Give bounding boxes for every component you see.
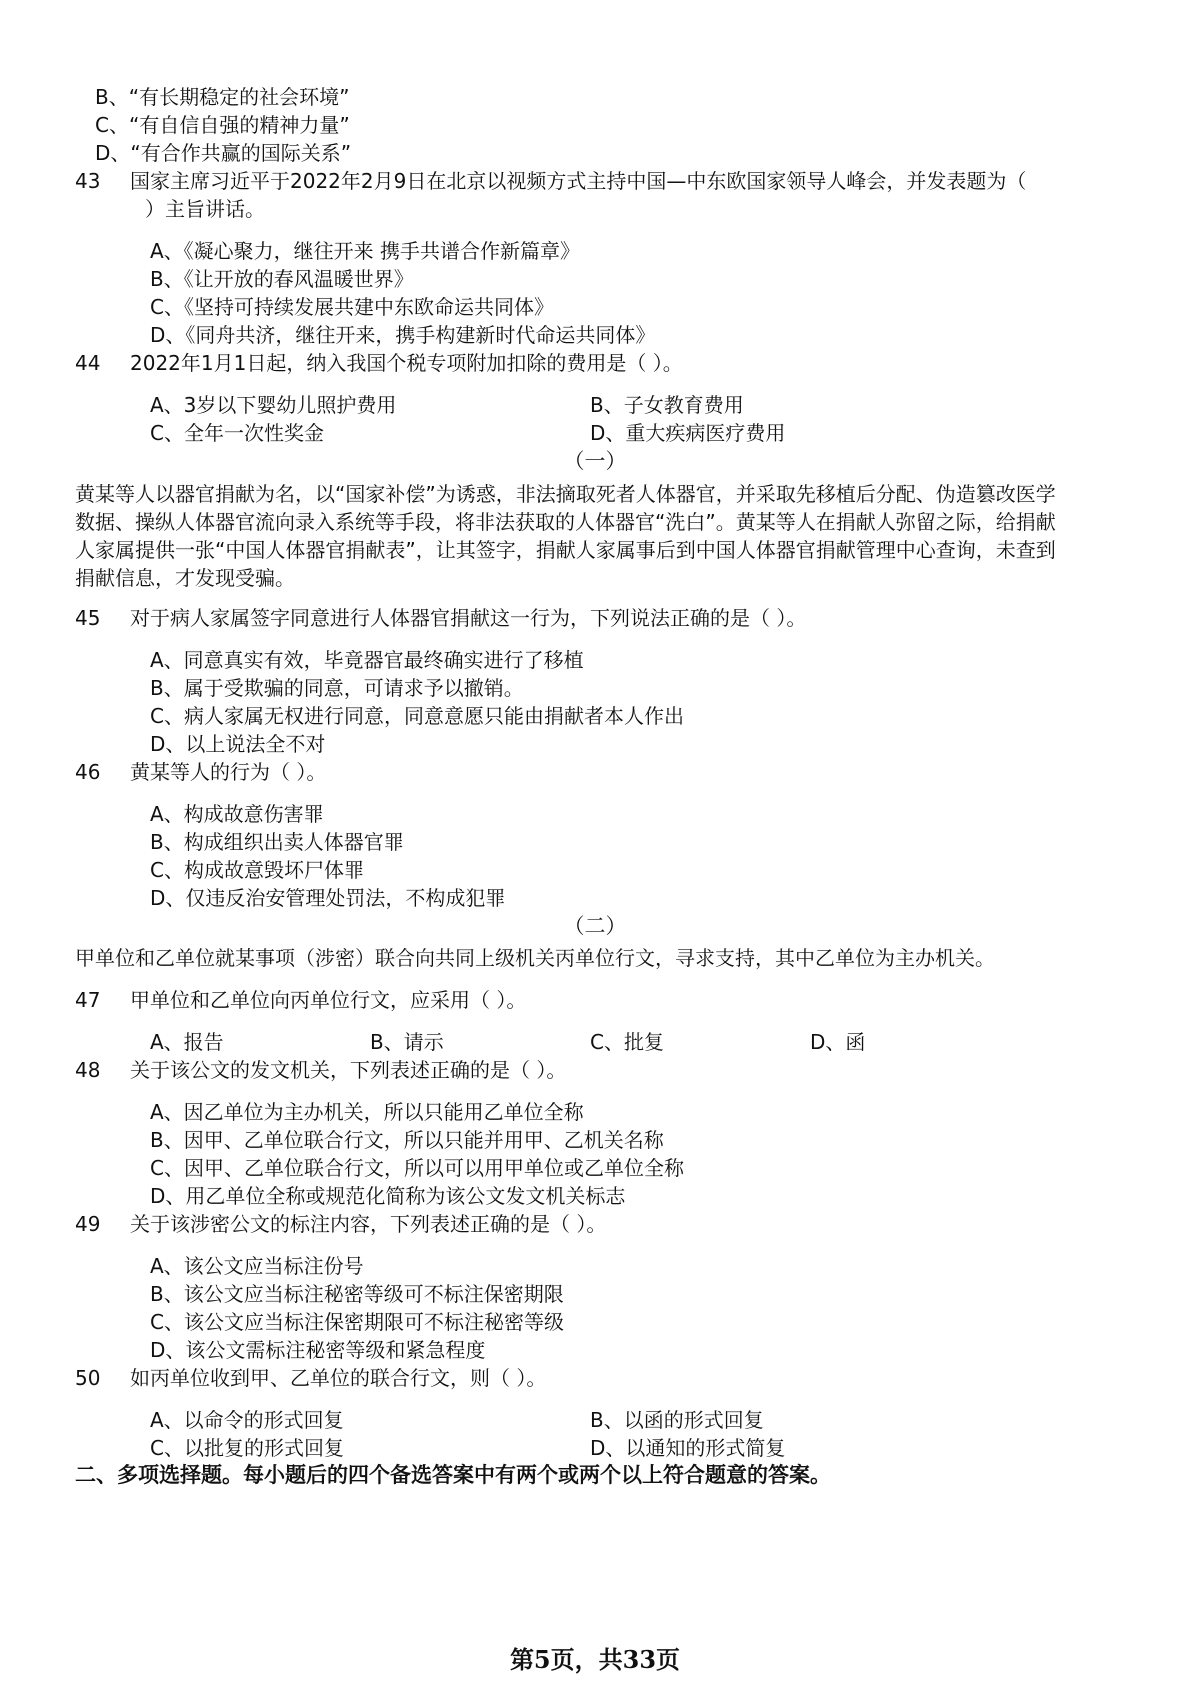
option: C、全年一次性奖金	[150, 421, 324, 445]
option: C、《坚持可持续发展共建中东欧命运共同体》	[150, 295, 554, 319]
option: D、重大疾病医疗费用	[590, 421, 786, 445]
option: B、《让开放的春风温暖世界》	[150, 267, 414, 291]
section-heading: （二）	[563, 914, 627, 938]
question-text: 如丙单位收到甲、乙单位的联合行文，则（ ）。	[130, 1366, 547, 1390]
option: C、以批复的形式回复	[150, 1436, 344, 1460]
option: B、“有长期稳定的社会环境”	[95, 85, 350, 109]
option: C、因甲、乙单位联合行文，所以可以用甲单位或乙单位全称	[150, 1156, 684, 1180]
option: D、用乙单位全称或规范化简称为该公文发文机关标志	[150, 1184, 626, 1208]
passage-line: 黄某等人以器官捐献为名，以“国家补偿”为诱惑，非法摘取死者人体器官，并采取先移植后分配、伪造篡改医学	[75, 482, 1056, 506]
option: C、病人家属无权进行同意，同意意愿只能由捐献者本人作出	[150, 704, 684, 728]
option: A、因乙单位为主办机关，所以只能用乙单位全称	[150, 1100, 584, 1124]
option: B、以函的形式回复	[590, 1408, 764, 1432]
option: D、仅违反治安管理处罚法，不构成犯罪	[150, 886, 506, 910]
question-number: 43	[75, 169, 101, 193]
section-heading: （一）	[563, 449, 627, 473]
question-text: 黄某等人的行为（ ）。	[130, 760, 327, 784]
passage-line: 数据、操纵人体器官流向录入系统等手段，将非法获取的人体器官“洗白”。黄某等人在捐献人弥留之际，给捐献	[75, 510, 1056, 534]
passage-line: 甲单位和乙单位就某事项（涉密）联合向共同上级机关丙单位行文，寻求支持，其中乙单位为主办机关。	[75, 946, 995, 970]
option: B、因甲、乙单位联合行文，所以只能并用甲、乙机关名称	[150, 1128, 664, 1152]
question-text-continued: ）主旨讲话。	[145, 197, 265, 221]
question-text: 对于病人家属签字同意进行人体器官捐献这一行为，下列说法正确的是（ ）。	[130, 606, 807, 630]
option: D、以上说法全不对	[150, 732, 326, 756]
question-number: 48	[75, 1058, 101, 1082]
option: A、以命令的形式回复	[150, 1408, 344, 1432]
page-number: 第5页，共33页	[509, 1645, 681, 1674]
option: C、“有自信自强的精神力量”	[95, 113, 350, 137]
question-text: 国家主席习近平于2022年2月9日在北京以视频方式主持中国—中东欧国家领导人峰会，并发表题为（	[130, 169, 1027, 193]
question-text: 2022年1月1日起，纳入我国个税专项附加扣除的费用是（ ）。	[130, 351, 683, 375]
question-text: 关于该公文的发文机关，下列表述正确的是（ ）。	[130, 1058, 567, 1082]
option: C、构成故意毁坏尸体罪	[150, 858, 364, 882]
option: A、同意真实有效，毕竟器官最终确实进行了移植	[150, 648, 584, 672]
option: B、属于受欺骗的同意，可请求予以撤销。	[150, 676, 524, 700]
question-number: 45	[75, 606, 101, 630]
question-text: 甲单位和乙单位向丙单位行文，应采用（ ）。	[130, 988, 527, 1012]
option: A、构成故意伤害罪	[150, 802, 324, 826]
question-number: 49	[75, 1212, 101, 1236]
option: D、该公文需标注秘密等级和紧急程度	[150, 1338, 486, 1362]
option: B、构成组织出卖人体器官罪	[150, 830, 404, 854]
option: D、“有合作共赢的国际关系”	[95, 141, 352, 165]
option: B、子女教育费用	[590, 393, 744, 417]
question-number: 46	[75, 760, 101, 784]
question-number: 50	[75, 1366, 101, 1390]
option: B、请示	[370, 1030, 444, 1054]
option: A、《凝心聚力，继往开来 携手共谱合作新篇章》	[150, 239, 581, 263]
option: B、该公文应当标注秘密等级可不标注保密期限	[150, 1282, 564, 1306]
option: C、该公文应当标注保密期限可不标注秘密等级	[150, 1310, 564, 1334]
passage-line: 人家属提供一张“中国人体器官捐献表”，让其签字，捐献人家属事后到中国人体器官捐献管理中心查询，未查到	[75, 538, 1056, 562]
question-number: 44	[75, 351, 101, 375]
option: D、以通知的形式简复	[590, 1436, 786, 1460]
option: A、该公文应当标注份号	[150, 1254, 364, 1278]
option: C、批复	[590, 1030, 664, 1054]
part-heading: 二、多项选择题。每小题后的四个备选答案中有两个或两个以上符合题意的答案。	[75, 1463, 831, 1487]
option: D、函	[810, 1030, 866, 1054]
question-text: 关于该涉密公文的标注内容，下列表述正确的是（ ）。	[130, 1212, 607, 1236]
option: A、报告	[150, 1030, 224, 1054]
option: A、3岁以下婴幼儿照护费用	[150, 393, 397, 417]
passage-line: 捐献信息，才发现受骗。	[75, 566, 295, 590]
question-number: 47	[75, 988, 101, 1012]
option: D、《同舟共济，继往开来，携手构建新时代命运共同体》	[150, 323, 656, 347]
